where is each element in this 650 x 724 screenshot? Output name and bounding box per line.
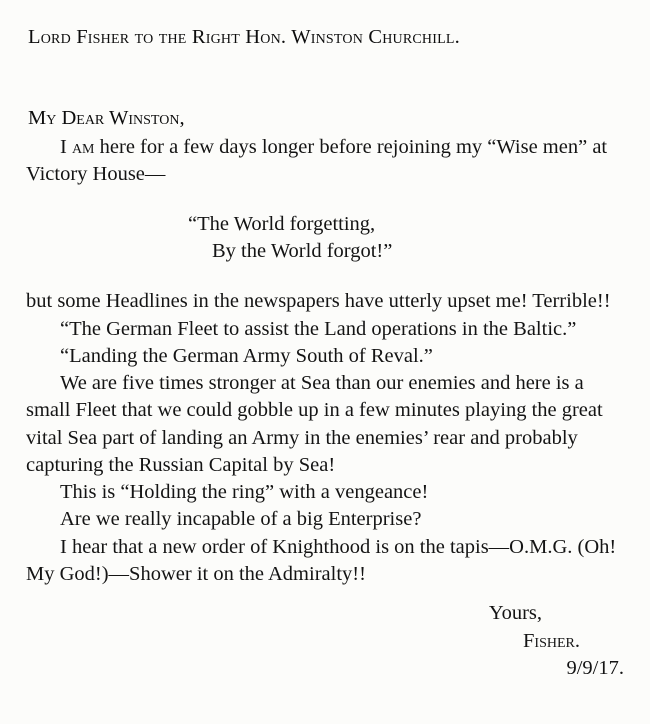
inline-smallcaps: I am xyxy=(60,136,95,158)
verse-line-1: “The World forgetting, xyxy=(188,212,376,235)
page-title: Lord Fisher to the Right Hon. Winston Churchill. xyxy=(28,26,460,48)
closing-yours: Yours, xyxy=(488,602,542,624)
closing-date: 9/9/17. xyxy=(566,657,624,680)
main-paragraph-block xyxy=(26,288,624,588)
paragraph-intro: I am here for a few days longer before rejoining my “Wise men” at Victory House— xyxy=(26,136,608,186)
paragraph-7: I hear that a new order of Knighthood is on the tapis—O.M.G. (Oh! My God!)—Shower it on the Admiralty!! xyxy=(26,535,617,585)
intro-paragraph-block xyxy=(26,134,624,189)
paragraph-5: This is “Holding the ring” with a vengeance! xyxy=(60,481,429,503)
salutation: My Dear Winston, xyxy=(28,107,185,129)
paragraph-6: Are we really incapable of a big Enterprise? xyxy=(60,508,422,531)
paragraph-1: but some Headlines in the newspapers have utterly upset me! Terrible!! xyxy=(26,290,611,313)
verse-quote xyxy=(26,211,624,267)
paragraph-2: “The German Fleet to assist the Land operations in the Baltic.” xyxy=(60,317,577,340)
paragraph-3: “Landing the German Army South of Reval.” xyxy=(60,344,433,367)
paragraph-4: We are five times stronger at Sea than our enemies and here is a small Fleet that we could gobble up in a few minutes playing the great vital Sea part of landing an Army in the enemies’ rear and probably capturing the Russian Capital by Sea! xyxy=(26,372,603,476)
closing-signature: Fisher. xyxy=(523,629,580,652)
closing-block xyxy=(26,600,624,683)
verse-line-2: By the World forgot!” xyxy=(212,240,393,263)
